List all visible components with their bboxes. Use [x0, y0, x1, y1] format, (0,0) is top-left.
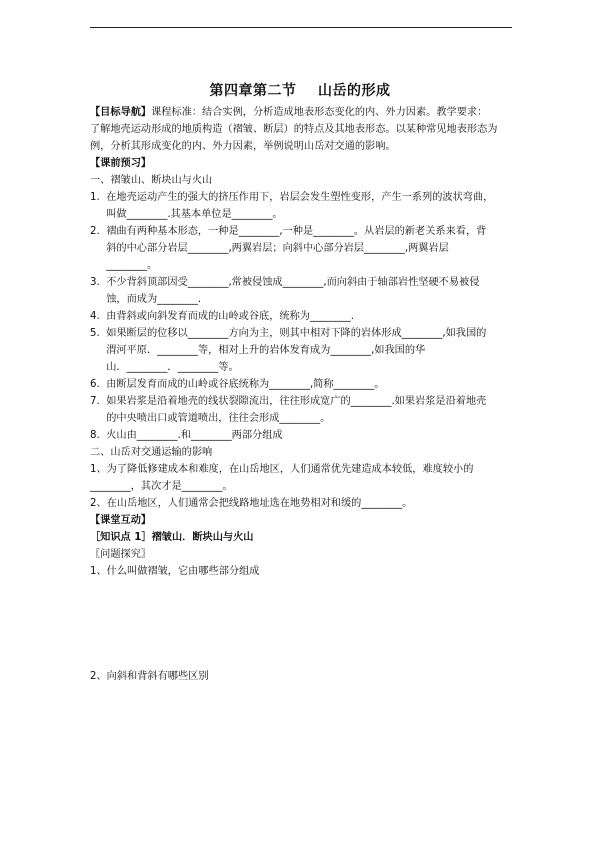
question-1: 1、什么叫做褶皱，它由哪些部分组成 [90, 566, 260, 577]
item-2-line-1: 2. 褶曲有两种基本形态，一种是________,一种是________。从岩层的新老关系来看，背 [90, 226, 487, 237]
section-1-heading: 一、褶皱山、断块山与火山 [90, 175, 213, 186]
item-2-line-2: 斜的中心部分岩层________,两翼岩层；向斜中心部分岩层________,两翼岩层 [90, 243, 449, 254]
item-3-line-2: 蚀，而成为________. [90, 294, 202, 305]
item-2-line-3: ________。 [90, 260, 158, 271]
transport-item-1-line-2: ________，其次才是________。 [90, 481, 233, 492]
preview-label: 【课前预习】 [90, 158, 152, 169]
page-title: 第四章第二节 山岳的形成 [209, 83, 391, 99]
item-7-line-1: 7. 如果岩浆是沿着地壳的线状裂隙流出，往往形成宽广的________.如果岩浆是沿着地壳 [90, 396, 487, 407]
item-3-line-1: 3. 不少背斜顶部因受________,常被侵蚀成________,而向斜由于轴部岩性坚硬不易被侵 [90, 277, 480, 288]
inquiry-label: 〖问题探究〗 [90, 549, 152, 560]
item-1-line-1: 1. 在地壳运动产生的强大的挤压作用下，岩层会发生塑性变形，产生一系列的波状弯曲， [90, 192, 494, 203]
knowledge-point-1: ［知识点 1］褶皱山．断块山与火山 [90, 532, 254, 543]
section-2-heading: 二、山岳对交通运输的影响 [90, 447, 213, 458]
item-6-line-1: 6. 由断层发育而成的山岭或谷底统称为________,简称________。 [90, 379, 385, 390]
header-rule [90, 27, 512, 28]
transport-item-1-line-1: 1、为了降低修建成本和难度，在山岳地区，人们通常优先建造成本较低，难度较小的 [90, 464, 474, 475]
item-7-line-2: 的中央喷出口或管道喷出，往往会形成________。 [90, 413, 331, 424]
item-5-line-1: 5. 如果断层的位移以________方向为主，则其中相对下降的岩体形成________,如我国的 [90, 328, 487, 339]
item-5-line-3: 山．________．________等。 [90, 362, 239, 373]
item-8-line-1: 8. 火山由________.和________两部分组成 [90, 430, 283, 441]
item-5-line-2: 渭河平原．________等，相对上升的岩体发育成为________,如我国的华 [90, 345, 426, 356]
classroom-label: 【课堂互动】 [90, 515, 152, 526]
transport-item-2-line-1: 2、在山岳地区，人们通常会把线路地址选在地势相对和缓的________。 [90, 498, 413, 509]
objective-line-1: 【目标导航】课程标准：结合实例，分析造成地表形态变化的内、外力因素。教学要求： [90, 107, 488, 118]
objective-line-3: 例，分析其形成变化的内、外力因素，举例说明山岳对交通的影响。 [90, 141, 396, 152]
item-4-line-1: 4. 由背斜或向斜发育而成的山岭或谷底，统称为________. [90, 311, 354, 322]
item-1-line-2: 叫做________.其基本单位是________。 [90, 209, 283, 220]
objective-line-2: 了解地壳运动形成的地质构造（褶皱、断层）的特点及其地表形态。以某种常见地表形态为 [90, 124, 498, 135]
objective-label: 【目标导航】 [90, 107, 152, 118]
question-2: 2、向斜和背斜有哪些区别 [90, 671, 209, 682]
